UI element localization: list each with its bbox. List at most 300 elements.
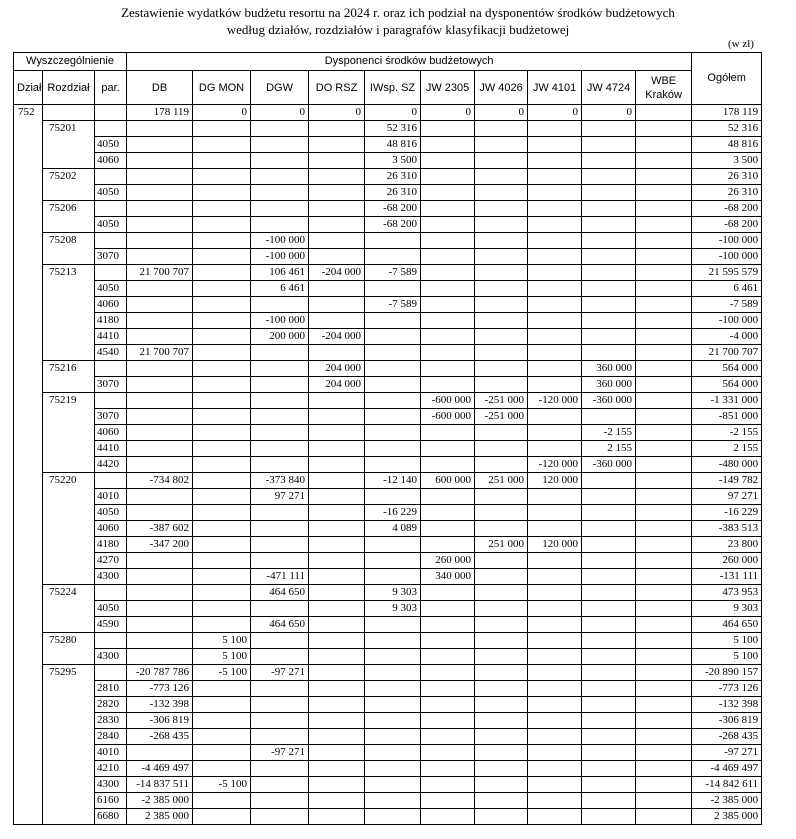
cell-total: 464 650: [692, 617, 762, 633]
table-row: [14, 393, 762, 409]
table-row: [14, 441, 762, 457]
cell-rozdzial: [43, 761, 95, 777]
cell-value: [475, 249, 528, 265]
cell-value: [475, 745, 528, 761]
cell-dzial: [14, 569, 43, 585]
cell-value: [421, 121, 475, 137]
cell-value: [365, 569, 421, 585]
cell-par: 3070: [95, 409, 127, 425]
cell-value: [582, 585, 636, 601]
cell-value: [193, 217, 251, 233]
cell-value: [309, 745, 365, 761]
cell-value: [475, 441, 528, 457]
cell-value: [582, 153, 636, 169]
cell-value: [127, 153, 193, 169]
cell-value: 2 155: [582, 441, 636, 457]
table-row: [14, 649, 762, 665]
cell-value: [636, 121, 692, 137]
cell-rozdzial: [43, 153, 95, 169]
cell-value: [251, 537, 309, 553]
cell-value: [309, 729, 365, 745]
cell-rozdzial: [43, 745, 95, 761]
cell-value: [582, 265, 636, 281]
unit-label: (w zł): [728, 38, 754, 50]
cell-par: 4300: [95, 569, 127, 585]
cell-rozdzial: 75201: [43, 121, 95, 137]
cell-value: [636, 713, 692, 729]
cell-value: [421, 633, 475, 649]
cell-value: [475, 313, 528, 329]
cell-value: [309, 409, 365, 425]
table-row: [14, 185, 762, 201]
header-total: Ogółem: [692, 53, 762, 105]
cell-value: [475, 377, 528, 393]
cell-par: 4180: [95, 537, 127, 553]
cell-value: 6 461: [251, 281, 309, 297]
table-row: [14, 489, 762, 505]
cell-value: [365, 809, 421, 825]
cell-value: [127, 489, 193, 505]
cell-value: [365, 361, 421, 377]
cell-dzial: [14, 505, 43, 521]
cell-value: [127, 377, 193, 393]
cell-value: [309, 457, 365, 473]
cell-value: -251 000: [475, 393, 528, 409]
cell-value: [365, 233, 421, 249]
cell-rozdzial: 75213: [43, 265, 95, 281]
cell-par: 4590: [95, 617, 127, 633]
cell-value: [193, 505, 251, 521]
cell-value: [582, 489, 636, 505]
cell-value: [475, 153, 528, 169]
cell-value: [528, 121, 582, 137]
cell-value: [582, 201, 636, 217]
cell-value: 0: [528, 105, 582, 121]
cell-value: [193, 793, 251, 809]
cell-value: 360 000: [582, 361, 636, 377]
cell-value: [251, 457, 309, 473]
cell-value: [193, 761, 251, 777]
cell-rozdzial: [43, 777, 95, 793]
cell-rozdzial: 75216: [43, 361, 95, 377]
cell-value: [421, 361, 475, 377]
table-row: [14, 713, 762, 729]
cell-dzial: [14, 553, 43, 569]
cell-dzial: [14, 313, 43, 329]
cell-value: [636, 329, 692, 345]
cell-value: [193, 329, 251, 345]
cell-value: [636, 537, 692, 553]
cell-value: -7 589: [365, 297, 421, 313]
cell-value: 600 000: [421, 473, 475, 489]
table-row: [14, 249, 762, 265]
cell-value: [127, 137, 193, 153]
cell-value: [365, 329, 421, 345]
cell-value: [193, 569, 251, 585]
header-group-disponents: Dysponenci środków budżetowych: [127, 53, 692, 71]
cell-value: [251, 761, 309, 777]
cell-value: [193, 169, 251, 185]
budget-table: [13, 52, 762, 825]
cell-value: [421, 489, 475, 505]
cell-value: [309, 345, 365, 361]
cell-value: -7 589: [365, 265, 421, 281]
cell-value: [475, 809, 528, 825]
cell-value: [528, 665, 582, 681]
cell-value: [193, 297, 251, 313]
cell-value: [193, 425, 251, 441]
cell-value: [475, 137, 528, 153]
cell-value: [193, 313, 251, 329]
cell-value: [127, 217, 193, 233]
cell-total: -2 155: [692, 425, 762, 441]
cell-value: [309, 761, 365, 777]
cell-value: [251, 217, 309, 233]
table-row: [14, 217, 762, 233]
cell-dzial: [14, 745, 43, 761]
cell-value: [528, 329, 582, 345]
cell-value: [528, 697, 582, 713]
cell-value: 178 119: [127, 105, 193, 121]
cell-total: -149 782: [692, 473, 762, 489]
cell-value: -268 435: [127, 729, 193, 745]
cell-value: [193, 153, 251, 169]
cell-value: [421, 217, 475, 233]
cell-value: [528, 169, 582, 185]
cell-value: [365, 633, 421, 649]
cell-value: [582, 633, 636, 649]
cell-rozdzial: [43, 441, 95, 457]
cell-value: -360 000: [582, 393, 636, 409]
cell-total: -306 819: [692, 713, 762, 729]
cell-value: [251, 185, 309, 201]
cell-value: [582, 313, 636, 329]
cell-value: [421, 713, 475, 729]
cell-value: [365, 441, 421, 457]
cell-value: [127, 249, 193, 265]
cell-value: -14 837 511: [127, 777, 193, 793]
cell-value: [193, 537, 251, 553]
cell-value: [127, 121, 193, 137]
table-row: [14, 265, 762, 281]
cell-total: -131 111: [692, 569, 762, 585]
cell-value: -600 000: [421, 393, 475, 409]
cell-value: 120 000: [528, 473, 582, 489]
cell-value: [309, 489, 365, 505]
cell-value: [127, 185, 193, 201]
cell-dzial: [14, 121, 43, 137]
table-row: [14, 361, 762, 377]
cell-par: 4050: [95, 601, 127, 617]
cell-value: -100 000: [251, 249, 309, 265]
cell-value: [475, 425, 528, 441]
header-dzial: Dział: [14, 71, 43, 105]
cell-value: [365, 777, 421, 793]
cell-total: -2 385 000: [692, 793, 762, 809]
cell-value: [636, 553, 692, 569]
cell-value: [475, 601, 528, 617]
cell-rozdzial: [43, 297, 95, 313]
cell-value: [421, 697, 475, 713]
header-col-db: DB: [127, 71, 193, 105]
cell-dzial: [14, 169, 43, 185]
cell-rozdzial: 75219: [43, 393, 95, 409]
cell-value: [127, 297, 193, 313]
cell-total: -16 229: [692, 505, 762, 521]
cell-value: [127, 745, 193, 761]
table-row: [14, 121, 762, 137]
cell-rozdzial: [43, 617, 95, 633]
cell-value: 0: [475, 105, 528, 121]
cell-value: [193, 265, 251, 281]
cell-value: 340 000: [421, 569, 475, 585]
cell-value: [309, 217, 365, 233]
cell-value: [475, 281, 528, 297]
header-col-dg-mon: DG MON: [193, 71, 251, 105]
cell-total: -773 126: [692, 681, 762, 697]
cell-value: [528, 633, 582, 649]
cell-value: [127, 585, 193, 601]
cell-dzial: [14, 793, 43, 809]
cell-value: [309, 137, 365, 153]
cell-value: [365, 537, 421, 553]
cell-value: [365, 761, 421, 777]
cell-value: [127, 617, 193, 633]
cell-value: [309, 777, 365, 793]
cell-value: [251, 601, 309, 617]
cell-rozdzial: [43, 553, 95, 569]
cell-value: [475, 345, 528, 361]
cell-par: [95, 105, 127, 121]
header-col-jw-4724: JW 4724: [582, 71, 636, 105]
cell-value: [365, 665, 421, 681]
cell-value: [365, 393, 421, 409]
cell-value: 2 385 000: [127, 809, 193, 825]
cell-dzial: [14, 265, 43, 281]
cell-value: -68 200: [365, 201, 421, 217]
cell-total: 5 100: [692, 633, 762, 649]
cell-rozdzial: [43, 729, 95, 745]
cell-value: [193, 345, 251, 361]
cell-value: [309, 537, 365, 553]
cell-value: -68 200: [365, 217, 421, 233]
cell-par: 4010: [95, 745, 127, 761]
cell-total: -383 513: [692, 521, 762, 537]
header-par: par.: [95, 71, 127, 105]
cell-value: [475, 569, 528, 585]
table-row: [14, 553, 762, 569]
table-row: [14, 409, 762, 425]
cell-value: [421, 169, 475, 185]
cell-value: [193, 377, 251, 393]
table-row: [14, 473, 762, 489]
cell-rozdzial: 75220: [43, 473, 95, 489]
cell-total: 2 155: [692, 441, 762, 457]
cell-value: [528, 361, 582, 377]
cell-value: [582, 713, 636, 729]
cell-value: [582, 649, 636, 665]
cell-value: [528, 649, 582, 665]
table-row: [14, 569, 762, 585]
cell-value: [636, 441, 692, 457]
cell-value: [528, 505, 582, 521]
cell-value: [475, 665, 528, 681]
cell-value: -347 200: [127, 537, 193, 553]
cell-value: 9 303: [365, 601, 421, 617]
cell-total: -4 000: [692, 329, 762, 345]
cell-value: [528, 745, 582, 761]
cell-value: [636, 345, 692, 361]
cell-value: [309, 601, 365, 617]
cell-value: 4 089: [365, 521, 421, 537]
cell-par: [95, 585, 127, 601]
cell-value: [365, 793, 421, 809]
cell-value: [528, 777, 582, 793]
cell-value: [127, 281, 193, 297]
table-row: [14, 633, 762, 649]
cell-dzial: [14, 665, 43, 681]
cell-value: -773 126: [127, 681, 193, 697]
cell-value: [421, 457, 475, 473]
cell-value: [251, 441, 309, 457]
cell-value: [582, 345, 636, 361]
cell-value: [193, 409, 251, 425]
cell-rozdzial: [43, 313, 95, 329]
cell-value: [475, 457, 528, 473]
cell-total: 6 461: [692, 281, 762, 297]
cell-rozdzial: [43, 281, 95, 297]
cell-value: [582, 137, 636, 153]
cell-dzial: [14, 441, 43, 457]
table-row: [14, 329, 762, 345]
cell-rozdzial: 75208: [43, 233, 95, 249]
cell-value: [251, 425, 309, 441]
cell-dzial: [14, 281, 43, 297]
cell-total: -68 200: [692, 201, 762, 217]
cell-value: [251, 649, 309, 665]
cell-value: [309, 713, 365, 729]
cell-value: [528, 617, 582, 633]
cell-value: [193, 457, 251, 473]
cell-value: [528, 377, 582, 393]
cell-total: -97 271: [692, 745, 762, 761]
cell-value: [365, 409, 421, 425]
table-row: [14, 697, 762, 713]
cell-value: [582, 809, 636, 825]
cell-value: [193, 809, 251, 825]
cell-value: [636, 201, 692, 217]
cell-value: [309, 121, 365, 137]
cell-value: [193, 441, 251, 457]
table-row: [14, 313, 762, 329]
cell-value: [127, 233, 193, 249]
cell-rozdzial: [43, 105, 95, 121]
cell-par: 4300: [95, 777, 127, 793]
cell-value: [528, 153, 582, 169]
cell-rozdzial: 75224: [43, 585, 95, 601]
cell-value: [636, 169, 692, 185]
cell-value: [421, 249, 475, 265]
cell-value: [309, 473, 365, 489]
cell-value: [475, 617, 528, 633]
cell-value: [475, 585, 528, 601]
cell-value: [421, 137, 475, 153]
table-body: [14, 105, 762, 825]
cell-value: [636, 473, 692, 489]
cell-value: [582, 665, 636, 681]
cell-value: [528, 137, 582, 153]
title-line-1: Zestawienie wydatków budżetu resortu na 2024 r. oraz ich podział na dysponentów środków budżetowych: [121, 5, 675, 20]
cell-value: [309, 297, 365, 313]
cell-value: -20 787 786: [127, 665, 193, 681]
cell-value: -2 155: [582, 425, 636, 441]
cell-rozdzial: [43, 713, 95, 729]
cell-value: 204 000: [309, 361, 365, 377]
cell-total: -132 398: [692, 697, 762, 713]
table-row: [14, 729, 762, 745]
cell-total: 26 310: [692, 185, 762, 201]
cell-par: 4410: [95, 441, 127, 457]
cell-value: [582, 473, 636, 489]
cell-value: [193, 393, 251, 409]
cell-dzial: [14, 713, 43, 729]
cell-value: [127, 425, 193, 441]
cell-par: 4010: [95, 489, 127, 505]
cell-value: [365, 745, 421, 761]
cell-value: [251, 521, 309, 537]
cell-par: 3070: [95, 377, 127, 393]
cell-value: [193, 137, 251, 153]
cell-value: 3 500: [365, 153, 421, 169]
cell-total: 48 816: [692, 137, 762, 153]
cell-value: [251, 681, 309, 697]
cell-total: 260 000: [692, 553, 762, 569]
table-row: [14, 585, 762, 601]
cell-value: [582, 169, 636, 185]
cell-par: 4050: [95, 185, 127, 201]
cell-value: [251, 633, 309, 649]
cell-value: [127, 553, 193, 569]
cell-par: 4410: [95, 329, 127, 345]
cell-dzial: [14, 537, 43, 553]
cell-value: [636, 185, 692, 201]
table-row: [14, 521, 762, 537]
cell-total: 3 500: [692, 153, 762, 169]
cell-value: [582, 793, 636, 809]
cell-value: [251, 729, 309, 745]
cell-value: [636, 601, 692, 617]
cell-value: [193, 185, 251, 201]
cell-dzial: 752: [14, 105, 43, 121]
cell-value: [421, 745, 475, 761]
cell-value: [193, 249, 251, 265]
cell-value: 106 461: [251, 265, 309, 281]
cell-dzial: [14, 601, 43, 617]
cell-value: -16 229: [365, 505, 421, 521]
table-row: [14, 793, 762, 809]
cell-value: [421, 665, 475, 681]
cell-value: [475, 681, 528, 697]
cell-value: [193, 553, 251, 569]
cell-value: [193, 745, 251, 761]
cell-value: -251 000: [475, 409, 528, 425]
cell-value: [309, 617, 365, 633]
cell-dzial: [14, 777, 43, 793]
cell-value: [636, 761, 692, 777]
cell-value: [251, 345, 309, 361]
cell-value: [582, 697, 636, 713]
cell-value: [421, 329, 475, 345]
